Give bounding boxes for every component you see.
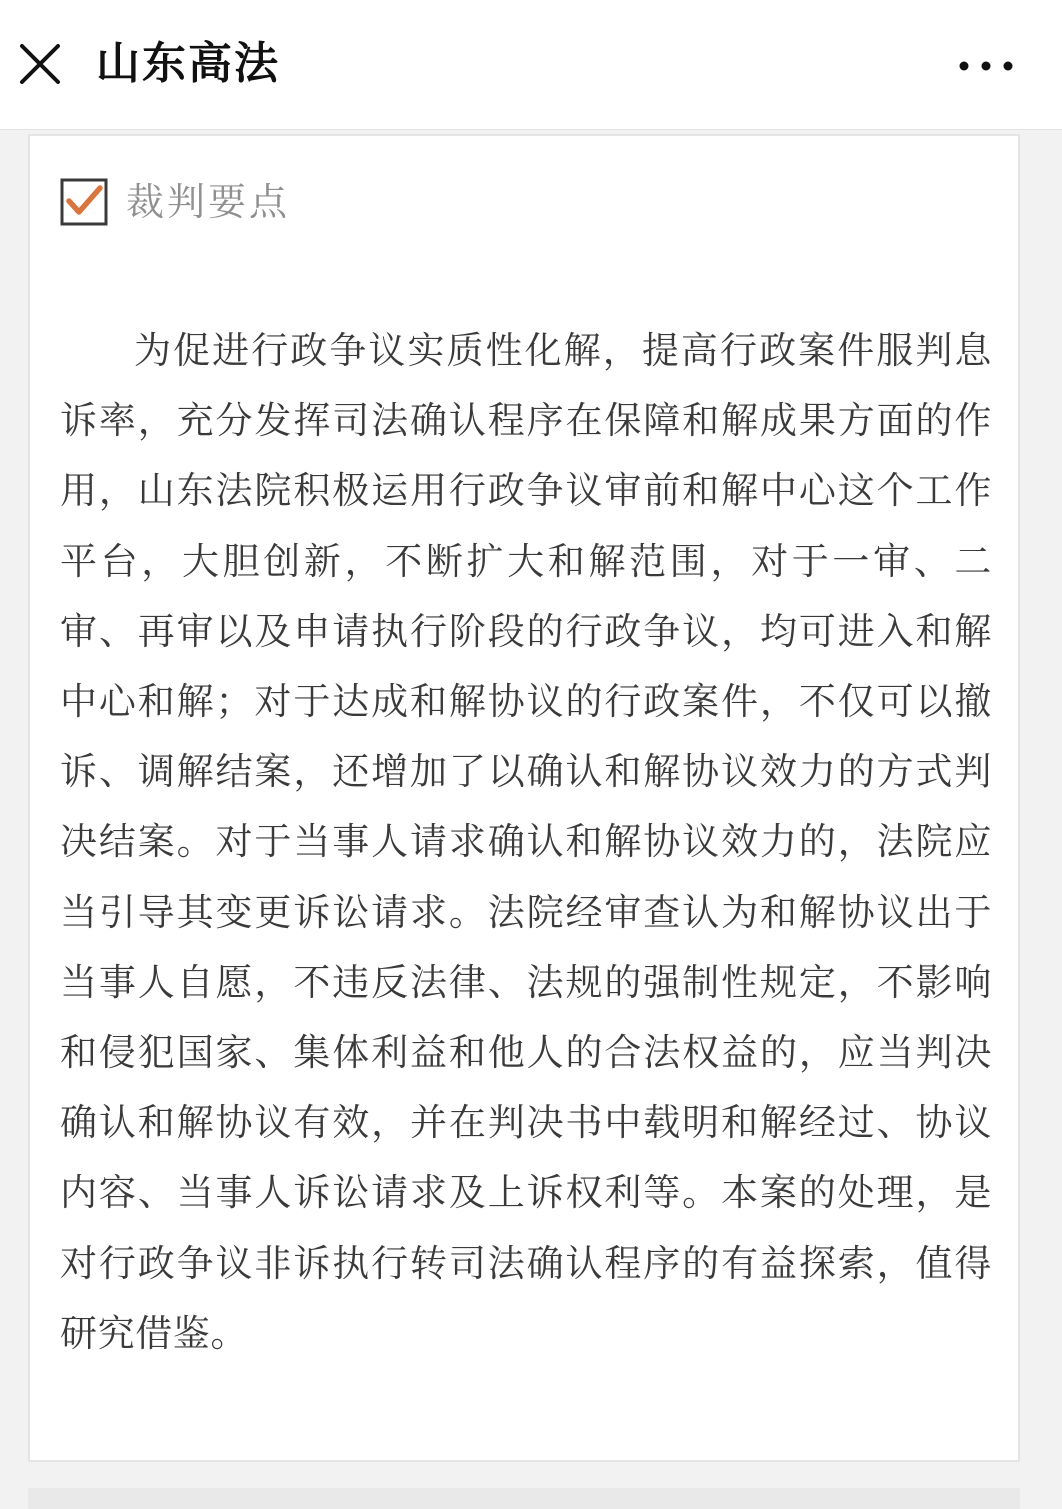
- article-card: [28, 134, 1020, 1462]
- close-button[interactable]: [14, 38, 66, 90]
- section-header: [60, 176, 290, 228]
- checkbox-checked-icon: [60, 178, 108, 226]
- close-icon: [14, 38, 66, 90]
- next-card-edge: [28, 1488, 1020, 1509]
- page-title: 山东高法: [96, 38, 280, 89]
- more-button[interactable]: [956, 52, 1016, 80]
- body-paragraph: 为促进行政争议实质性化解，提高行政案件服判息诉率，充分发挥司法确认程序在保障和解成果方面的作用，山东法院积极运用行政争议审前和解中心这个工作平台，大胆创新，不断扩大和解范围，对于一审、二审、再审以及申请执行阶段的行政争议，均可进入和解中心和解；对于达成和解协议的行政案件，不仅可以撤诉、调解结案，还增加了以确认和解协议效力的方式判决结案。对于当事人请求确认和解协议效力的，法院应当引导其变更诉讼请求。法院经审查认为和解协议出于当事人自愿，不违反法律、法规的强制性规定，不影响和侵犯国家、集体利益和他人的合法权益的，应当判决确认和解协议有效，并在判决书中载明和解经过、协议内容、当事人诉讼请求及上诉权利等。本案的处理，是对行政争议非诉执行转司法确认程序的有益探索，值得研究借鉴。: [60, 329, 992, 1355]
- top-bar: [0, 0, 1062, 130]
- more-dots-icon: [956, 52, 1016, 80]
- section-title: 裁判要点: [126, 180, 291, 224]
